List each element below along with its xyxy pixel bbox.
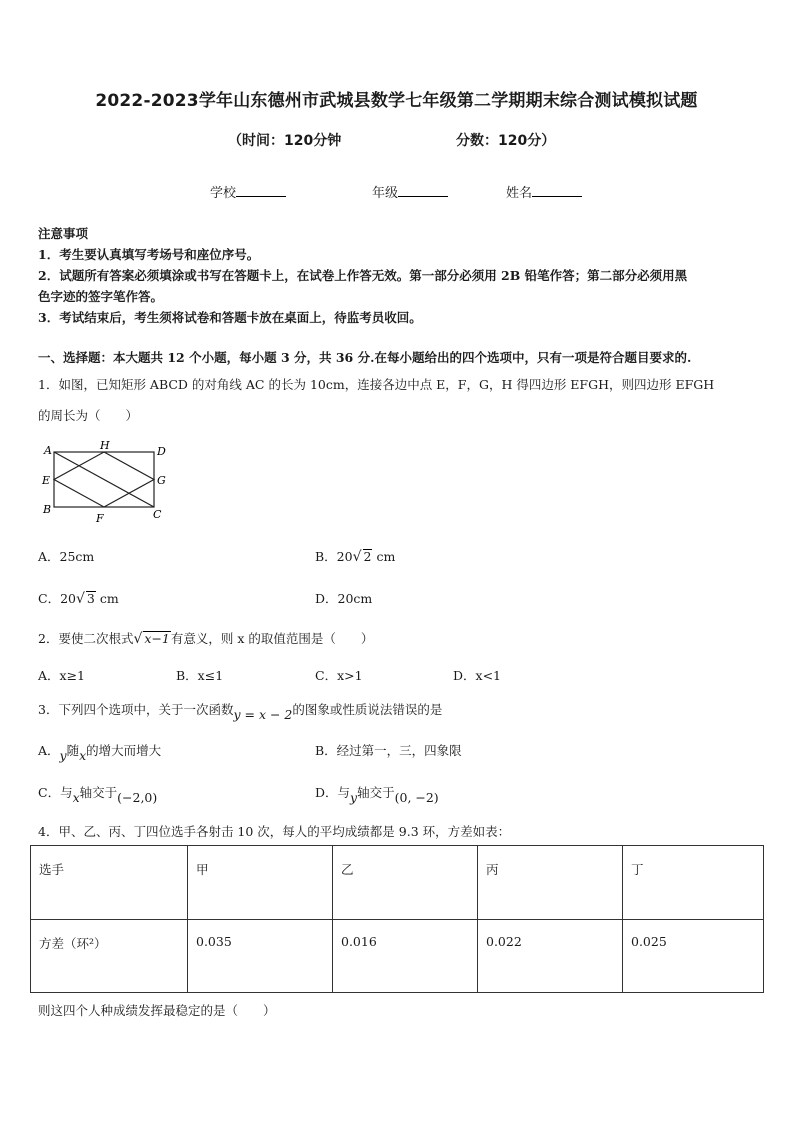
q1-option-b-prefix: B．20: [315, 549, 353, 564]
table-header-row: [31, 846, 764, 920]
q3-option-a-prefix: A．: [38, 743, 60, 758]
page-title: 2022-2023学年山东德州市武城县数学七年级第二学期期末综合测试模拟试题: [95, 91, 698, 111]
q1-stem-line1: 1．如图，已知矩形 ABCD 的对角线 AC 的长为 10cm，连接各边中点 E，F，G，H 得四边形 EFGH，则四边形 EFGH: [38, 377, 715, 392]
table-header-cell: 乙: [333, 846, 478, 920]
q2-option-b[interactable]: B．x≤1: [176, 668, 224, 683]
q3-option-c-mid: 轴交于: [79, 785, 118, 800]
name-field: [506, 182, 582, 201]
table-header-cell: 甲: [188, 846, 333, 920]
q3-option-d-y: y: [350, 790, 358, 805]
name-blank[interactable]: [532, 184, 582, 197]
school-field: [210, 182, 286, 201]
label-a: A: [44, 444, 52, 457]
notice-item-2: 2．试题所有答案必须填涂或书写在答题卡上，在试卷上作答无效。第一部分必须用 2B 铅笔作答；第二部分必须用黑: [38, 268, 688, 283]
section-heading: 一、选择题：本大题共 12 个小题，每小题 3 分，共 36 分.在每小题给出的四个选项中，只有一项是符合题目要求的.: [38, 350, 692, 365]
q3-option-a[interactable]: [38, 741, 162, 763]
q3-option-b[interactable]: B．经过第一，三，四象限: [315, 743, 462, 758]
q2-stem-suffix: 有意义，则 x 的取值范围是（ ）: [170, 631, 374, 646]
q3-stem: [38, 700, 443, 722]
q3-option-c-x: x: [72, 790, 80, 805]
exam-time: （时间：120分钟: [228, 133, 342, 149]
q3-option-a-x: x: [79, 748, 87, 763]
table-cell: 0.016: [333, 919, 478, 993]
table-row-label: 方差（环²）: [31, 919, 188, 993]
table-cell: 0.022: [478, 919, 623, 993]
q3-stem-prefix: 3．下列四个选项中，关于一次函数: [38, 702, 234, 717]
grade-field: [372, 182, 448, 201]
q3-option-a-y: y: [59, 748, 67, 763]
q3-option-c[interactable]: [38, 783, 158, 805]
notice-item-2-cont: 色字迹的签字笔作答。: [38, 289, 164, 304]
label-h: H: [100, 440, 110, 452]
q2-stem: 2．要使二次根式√ x−1有意义，则 x 的取值范围是（ ）: [38, 631, 374, 647]
q1-option-b-unit: cm: [376, 549, 396, 564]
rectangle-diagram: [38, 440, 178, 530]
q3-option-d-mid: 轴交于: [357, 785, 395, 800]
notice-item-3: 3．考试结束后，考生须将试卷和答题卡放在桌面上，待监考员收回。: [38, 310, 422, 325]
q2-option-d[interactable]: D．x<1: [453, 668, 501, 683]
q3-function: y = x − 2: [233, 707, 293, 722]
diagonal-ac: [54, 452, 154, 507]
q2-stem-prefix: 2．要使二次根式: [38, 631, 134, 646]
q3-option-d[interactable]: [315, 783, 439, 805]
label-d: D: [157, 445, 166, 458]
q3-option-a-mid: 随: [66, 743, 80, 758]
label-g: G: [157, 474, 166, 487]
q1-option-b-radicand: 2: [363, 549, 372, 564]
q3-option-a-suffix: 的增大而增大: [86, 743, 162, 758]
label-e: E: [42, 474, 51, 487]
notice-heading: 注意事项: [38, 226, 89, 241]
table-row: [31, 919, 764, 993]
q4-stem: 4．甲、乙、丙、丁四位选手各射击 10 次，每人的平均成绩都是 9.3 环，方差如表：: [38, 824, 511, 839]
label-c: C: [153, 508, 162, 521]
notice-item-1: 1．考生要认真填写考场号和座位序号。: [38, 247, 260, 262]
grade-blank[interactable]: [398, 184, 448, 197]
grade-label: 年级: [372, 186, 399, 201]
q1-option-c-unit: cm: [99, 591, 119, 606]
q1-option-b[interactable]: B．20√ 2 cm: [315, 549, 396, 565]
q3-option-d-prefix: D．与: [315, 785, 351, 800]
q4-question: 则这四个人种成绩发挥最稳定的是（ ）: [38, 1003, 276, 1018]
q2-option-a[interactable]: A．x≥1: [38, 668, 86, 683]
q1-option-c-radicand: 3: [86, 591, 95, 606]
q1-option-d[interactable]: D．20cm: [315, 591, 373, 606]
table-header-cell: 选手: [31, 846, 188, 920]
q3-option-c-point: (−2,0): [117, 790, 158, 805]
q3-option-d-point: (0, −2): [394, 790, 439, 805]
table-cell: 0.035: [188, 919, 333, 993]
q2-option-c[interactable]: C．x>1: [315, 668, 363, 683]
q1-option-c-prefix: C．20: [38, 591, 76, 606]
school-blank[interactable]: [236, 184, 286, 197]
school-label: 学校: [210, 186, 237, 201]
q1-option-a[interactable]: A．25cm: [38, 549, 95, 564]
q1-stem-line2: 的周长为（ ）: [38, 408, 139, 423]
q3-option-c-prefix: C．与: [38, 785, 73, 800]
table-cell: 0.025: [623, 919, 764, 993]
q2-radicand: x−1: [144, 631, 170, 646]
q3-stem-suffix: 的图象或性质说法错误的是: [292, 702, 443, 717]
name-label: 姓名: [506, 186, 533, 201]
exam-score: 分数：120分）: [456, 133, 556, 149]
table-header-cell: 丁: [623, 846, 764, 920]
variance-table: [30, 845, 764, 993]
label-f: F: [96, 512, 104, 525]
table-header-cell: 丙: [478, 846, 623, 920]
label-b: B: [43, 503, 52, 516]
q1-option-c[interactable]: C．20√ 3 cm: [38, 591, 119, 607]
